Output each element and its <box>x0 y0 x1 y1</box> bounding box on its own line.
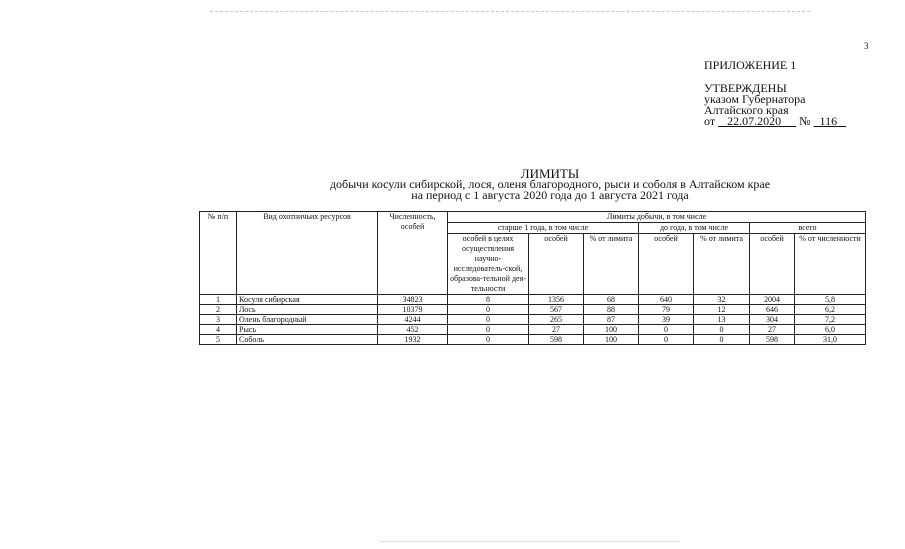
header-older-count: особей <box>529 234 584 295</box>
region-label: Алтайского края <box>704 103 789 117</box>
limits-table <box>199 211 866 345</box>
header-total-pct: % от численности <box>795 234 866 295</box>
row-older-pct: 100 <box>584 335 639 345</box>
row-num: 2 <box>200 305 237 315</box>
decree-date-line <box>704 116 846 127</box>
table-row <box>200 325 866 335</box>
title-subtitle: добычи косули сибирской, лося, оленя благородного, рыси и соболя в Алтайском крае <box>329 177 771 191</box>
row-population: 4244 <box>378 315 448 325</box>
row-younger-count: 0 <box>639 335 694 345</box>
row-younger-pct: 12 <box>694 305 750 315</box>
row-resource: Косуля сибирская <box>237 295 378 305</box>
row-younger-count: 39 <box>639 315 694 325</box>
decree-date: 22.07.2020 <box>727 114 782 128</box>
row-research: 8 <box>448 295 529 305</box>
row-older-pct: 100 <box>584 325 639 335</box>
row-population: 10379 <box>378 305 448 315</box>
title-period: на период с 1 августа 2020 года до 1 августа 2021 года <box>411 188 689 202</box>
row-older-count: 265 <box>529 315 584 325</box>
approval-block <box>704 60 846 127</box>
row-research: 0 <box>448 315 529 325</box>
row-older-pct: 88 <box>584 305 639 315</box>
from-label: от <box>704 114 716 128</box>
header-limits: Лимиты добычи, в том числе <box>448 212 866 223</box>
scan-top-line <box>210 11 810 12</box>
row-resource: Олень благородный <box>237 315 378 325</box>
row-younger-pct: 13 <box>694 315 750 325</box>
title-main: ЛИМИТЫ <box>520 166 580 181</box>
header-research: особей в целях осуществления научно-исследователь-ской, образова-тельной дея-тельности <box>448 234 529 295</box>
row-resource: Соболь <box>237 335 378 345</box>
row-resource: Рысь <box>237 325 378 335</box>
row-total-pct: 7,2 <box>795 315 866 325</box>
table-row <box>200 295 866 305</box>
row-total-pct: 5,8 <box>795 295 866 305</box>
scan-bottom-line <box>380 541 680 542</box>
appendix-label: ПРИЛОЖЕНИЕ 1 <box>704 58 797 72</box>
row-younger-pct: 0 <box>694 325 750 335</box>
header-younger: до года, в том числе <box>639 223 750 234</box>
row-num: 5 <box>200 335 237 345</box>
row-younger-count: 640 <box>639 295 694 305</box>
header-older: старше 1 года, в том числе <box>448 223 639 234</box>
row-population: 452 <box>378 325 448 335</box>
row-older-count: 27 <box>529 325 584 335</box>
header-total-count: особей <box>750 234 795 295</box>
row-total-count: 646 <box>750 305 795 315</box>
header-older-pct: % от лимита <box>584 234 639 295</box>
row-older-count: 598 <box>529 335 584 345</box>
page-number: 3 <box>864 41 869 51</box>
row-research: 0 <box>448 325 529 335</box>
row-older-count: 1356 <box>529 295 584 305</box>
row-total-count: 304 <box>750 315 795 325</box>
row-total-pct: 6,2 <box>795 305 866 315</box>
row-population: 34823 <box>378 295 448 305</box>
row-older-pct: 87 <box>584 315 639 325</box>
header-num: № п/п <box>200 212 237 295</box>
row-older-count: 567 <box>529 305 584 315</box>
row-younger-count: 79 <box>639 305 694 315</box>
row-total-count: 598 <box>750 335 795 345</box>
header-resource: Вид охотничьих ресурсов <box>237 212 378 295</box>
decree-label: указом Губернатора <box>704 92 806 106</box>
table-row <box>200 335 866 345</box>
header-total: всего <box>750 223 866 234</box>
row-research: 0 <box>448 305 529 315</box>
row-total-count: 27 <box>750 325 795 335</box>
row-total-count: 2004 <box>750 295 795 305</box>
row-younger-pct: 0 <box>694 335 750 345</box>
row-num: 4 <box>200 325 237 335</box>
header-younger-pct: % от лимита <box>694 234 750 295</box>
table-row <box>200 305 866 315</box>
row-younger-count: 0 <box>639 325 694 335</box>
row-num: 3 <box>200 315 237 325</box>
header-population: Численность, особей <box>378 212 448 295</box>
row-resource: Лось <box>237 305 378 315</box>
row-younger-pct: 32 <box>694 295 750 305</box>
row-total-pct: 31,0 <box>795 335 866 345</box>
header-younger-count: особей <box>639 234 694 295</box>
document-title <box>190 168 905 201</box>
row-num: 1 <box>200 295 237 305</box>
decree-number: 116 <box>819 114 838 128</box>
approved-label: УТВЕРЖДЕНЫ <box>704 81 787 95</box>
table-row <box>200 315 866 325</box>
row-research: 0 <box>448 335 529 345</box>
row-population: 1932 <box>378 335 448 345</box>
number-label: № <box>799 114 811 128</box>
row-older-pct: 68 <box>584 295 639 305</box>
row-total-pct: 6,0 <box>795 325 866 335</box>
